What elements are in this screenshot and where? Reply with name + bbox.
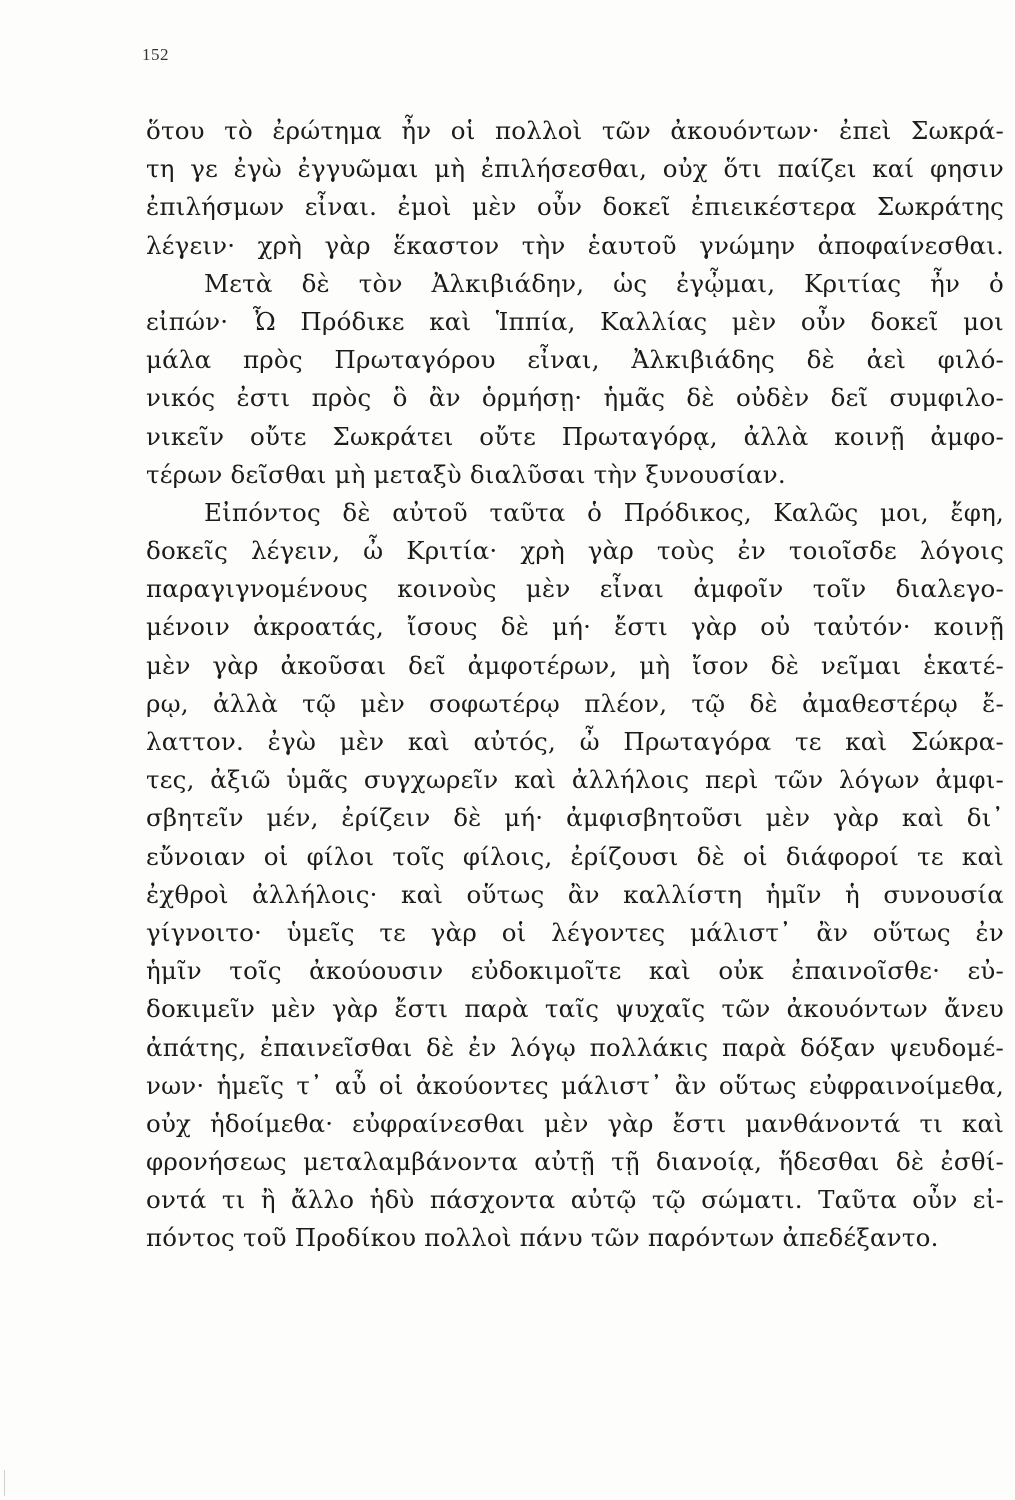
text-line: οὐχ ἡδοίμεθα· εὐφραίνεσθαι μὲν γὰρ ἔστι μανθάνοντά τι καὶ bbox=[146, 1108, 1004, 1138]
page-number: 152 bbox=[142, 45, 169, 64]
text-line: νικός ἐστι πρὸς ὃ ἂν ὁρμήσῃ· ἡμᾶς δὲ οὐδὲν δεῖ συμφιλο- bbox=[146, 383, 1004, 413]
text-line: δοκεῖς λέγειν, ὦ Κριτία· χρὴ γὰρ τοὺς ἐν τοιοῖσδε λόγοις bbox=[146, 536, 1004, 566]
text-line: μάλα πρὸς Πρωταγόρου εἶναι, Ἀλκιβιάδης δὲ ἀεὶ φιλό- bbox=[146, 345, 1004, 375]
text-line: ὅτου τὸ ἐρώτημα ἦν οἱ πολλοὶ τῶν ἀκουόντων· ἐπεὶ Σωκρά- bbox=[146, 116, 1004, 145]
page-edge-mark bbox=[4, 1470, 5, 1496]
text-line: παραγιγνομένους κοινοὺς μὲν εἶναι ἀμφοῖν τοῖν διαλεγο- bbox=[146, 574, 1004, 604]
paragraph-end-line: πόντος τοῦ Προδίκου πολλοὶ πάνυ τῶν παρόντων ἀπεδέξαντο. bbox=[146, 1223, 939, 1253]
greek-text-block bbox=[146, 112, 1004, 1258]
text-line: ἐπιλήσμων εἶναι. ἐμοὶ μὲν οὖν δοκεῖ ἐπιεικέστερα Σωκράτης bbox=[146, 192, 1004, 222]
text-line: δοκιμεῖν μὲν γὰρ ἔστι παρὰ ταῖς ψυχαῖς τῶν ἀκουόντων ἄνευ bbox=[146, 994, 1004, 1024]
text-line: σβητεῖν μέν, ἐρίζειν δὲ μή· ἀμφισβητοῦσι μὲν γὰρ καὶ δι᾽ bbox=[146, 803, 1004, 833]
text-line: ἀπάτης, ἐπαινεῖσθαι δὲ ἐν λόγῳ πολλάκις παρὰ δόξαν ψευδομέ- bbox=[146, 1032, 1004, 1062]
text-line: ἐχθροὶ ἀλλήλοις· καὶ οὕτως ἂν καλλίστη ἡμῖν ἡ συνουσία bbox=[146, 879, 1004, 909]
text-line: τες, ἀξιῶ ὑμᾶς συγχωρεῖν καὶ ἀλλήλοις περὶ τῶν λόγων ἀμφι- bbox=[146, 765, 1004, 795]
text-line: λαττον. ἐγὼ μὲν καὶ αὐτός, ὦ Πρωταγόρα τε καὶ Σώκρα- bbox=[146, 727, 1004, 756]
paragraph-start-line: Εἰπόντος δὲ αὐτοῦ ταῦτα ὁ Πρόδικος, Καλῶς μοι, ἔφη, bbox=[204, 497, 1004, 527]
text-line: εὔνοιαν οἱ φίλοι τοῖς φίλοις, ἐρίζουσι δὲ οἱ διάφοροί τε καὶ bbox=[146, 841, 1004, 871]
text-line: λέγειν· χρὴ γὰρ ἕκαστον τὴν ἑαυτοῦ γνώμην ἀποφαίνεσθαι. bbox=[146, 230, 1004, 260]
paragraph-start-line: Μετὰ δὲ τὸν Ἀλκιβιάδην, ὡς ἐγᾦμαι, Κριτίας ἦν ὁ bbox=[204, 268, 1004, 298]
text-line: νων· ἡμεῖς τ᾽ αὖ οἱ ἀκούοντες μάλιστ᾽ ἂν οὕτως εὐφραινοίμεθα, bbox=[146, 1070, 1004, 1100]
text-line: οντά τι ἢ ἄλλο ἡδὺ πάσχοντα αὐτῷ τῷ σώματι. Ταῦτα οὖν εἰ- bbox=[146, 1185, 1004, 1215]
text-line: μένοιν ἀκροατάς, ἴσους δὲ μή· ἔστι γὰρ οὐ ταὐτόν· κοινῇ bbox=[146, 612, 1004, 642]
text-line: γίγνοιτο· ὑμεῖς τε γὰρ οἱ λέγοντες μάλιστ᾽ ἂν οὕτως ἐν bbox=[146, 917, 1004, 947]
text-line: εἰπών· Ὦ Πρόδικε καὶ Ἱππία, Καλλίας μὲν οὖν δοκεῖ μοι bbox=[146, 306, 1004, 336]
text-line: τη γε ἐγὼ ἐγγυῶμαι μὴ ἐπιλήσεσθαι, οὐχ ὅτι παίζει καί φησιν bbox=[146, 154, 1004, 184]
text-line: ρῳ, ἀλλὰ τῷ μὲν σοφωτέρῳ πλέον, τῷ δὲ ἀμαθεστέρῳ ἔ- bbox=[146, 688, 1004, 718]
text-line: νικεῖν οὔτε Σωκράτει οὔτε Πρωταγόρᾳ, ἀλλὰ κοινῇ ἀμφο- bbox=[146, 421, 1004, 451]
paragraph-end-line: τέρων δεῖσθαι μὴ μεταξὺ διαλῦσαι τὴν ξυνουσίαν. bbox=[146, 459, 786, 489]
text-line: φρονήσεως μεταλαμβάνοντα αὐτῇ τῇ διανοίᾳ, ἥδεσθαι δὲ ἐσθί- bbox=[146, 1147, 1004, 1177]
text-line: μὲν γὰρ ἀκοῦσαι δεῖ ἀμφοτέρων, μὴ ἴσον δὲ νεῖμαι ἑκατέ- bbox=[146, 650, 1004, 680]
text-line: ἡμῖν τοῖς ἀκούουσιν εὐδοκιμοῖτε καὶ οὐκ ἐπαινοῖσθε· εὐ- bbox=[146, 956, 1004, 986]
